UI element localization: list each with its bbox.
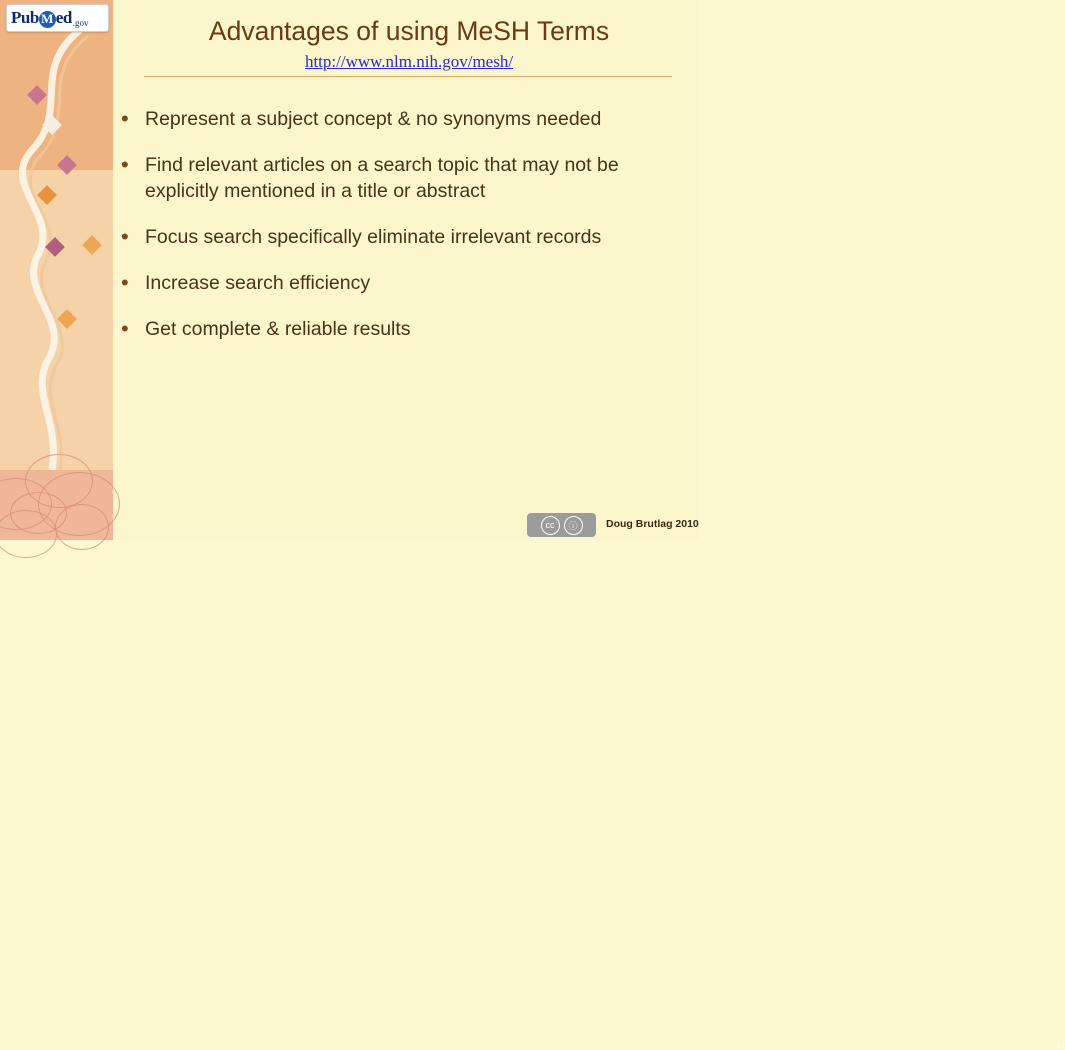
page-title: Advantages of using MeSH Terms (208, 16, 610, 46)
pubmed-logo[interactable] (6, 4, 109, 32)
list-item-text: Represent a subject concept & no synonyms needed (145, 108, 602, 130)
list-item-text: Find relevant articles on a search topic that may not be explicitly mentioned in a title or abstract (145, 154, 619, 202)
bullet-marker-icon: • (121, 224, 129, 249)
cc-by-icon: ⓘ (564, 516, 583, 535)
list-item (118, 152, 683, 204)
author-credit: Doug Brutlag 2010 (606, 518, 699, 530)
subtitle (135, 52, 683, 72)
list-item-text: Increase search efficiency (145, 272, 371, 294)
logo-text-ed: ed (55, 8, 72, 27)
sidebar-band-bottom (0, 470, 113, 540)
logo-text-gov: .gov (72, 18, 89, 28)
logo-circle-m: M (39, 11, 56, 28)
list-item (118, 106, 683, 132)
bullet-marker-icon: • (121, 316, 129, 341)
ribbon-graphic (0, 0, 113, 470)
list-item-text: Get complete & reliable results (145, 318, 411, 340)
list-item (118, 270, 683, 296)
decorative-sidebar (0, 0, 113, 540)
bullet-list (118, 106, 683, 362)
title-divider (144, 76, 672, 77)
bullet-marker-icon: • (121, 152, 129, 177)
bullet-marker-icon: • (121, 270, 129, 295)
logo-text-pub: Pub (11, 8, 39, 27)
mesh-url-link[interactable]: http://www.nlm.nih.gov/mesh/ (304, 52, 514, 71)
cc-by-label: BY (1057, 1044, 1065, 1050)
bullet-marker-icon: • (121, 106, 129, 131)
list-item (118, 316, 683, 342)
cc-icon: cc (541, 516, 560, 535)
list-item-text: Focus search specifically eliminate irrelevant records (145, 226, 602, 248)
list-item (118, 224, 683, 250)
